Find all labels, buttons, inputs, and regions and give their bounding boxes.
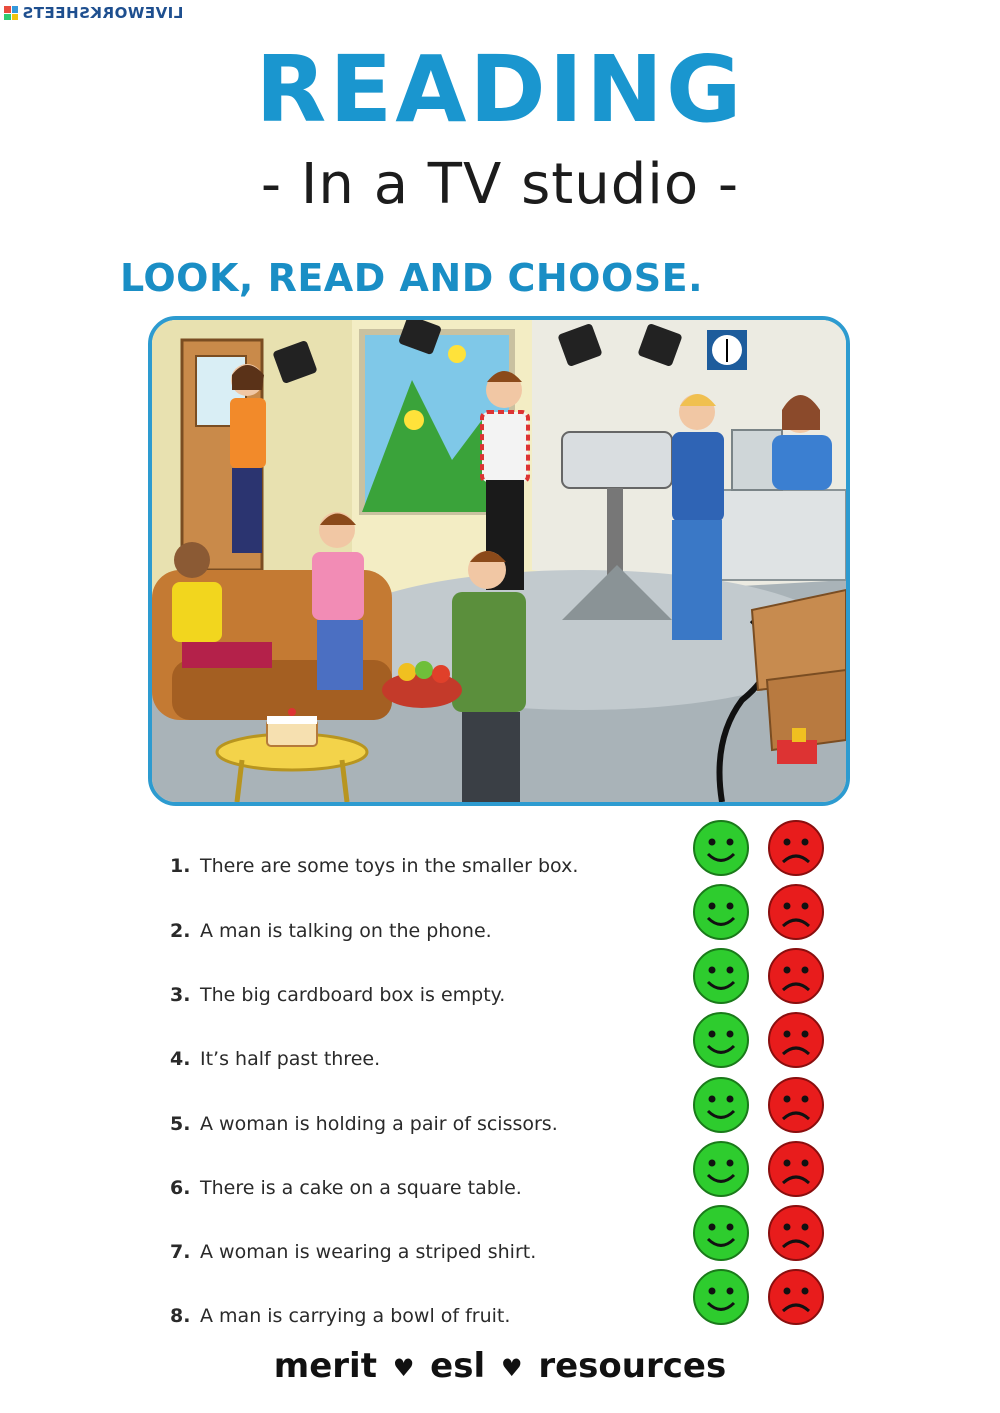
happy-face-icon[interactable] (692, 883, 750, 941)
happy-face-icon[interactable] (692, 1204, 750, 1262)
tv-studio-illustration (148, 316, 850, 806)
statement-text: It’s half past three. (200, 1048, 381, 1070)
instruction-heading: LOOK, READ AND CHOOSE. (120, 256, 704, 300)
sad-face-icon[interactable] (767, 947, 825, 1005)
page-subtitle: - In a TV studio - (260, 152, 740, 217)
sad-face-icon[interactable] (767, 1140, 825, 1198)
sad-face-icon[interactable] (767, 1011, 825, 1069)
happy-face-icon[interactable] (692, 947, 750, 1005)
footer-part-resources: resources (538, 1346, 727, 1386)
logo-mark-icon (4, 6, 18, 20)
statement-7 (170, 1241, 690, 1263)
statement-number: 3. (170, 984, 191, 1006)
statement-8 (170, 1305, 690, 1327)
happy-face-icon[interactable] (692, 1076, 750, 1134)
statement-2 (170, 920, 690, 942)
sad-face-icon[interactable] (767, 819, 825, 877)
heart-icon: ♥ (500, 1353, 523, 1382)
statement-3 (170, 984, 690, 1006)
liveworksheets-logo (4, 4, 183, 22)
heart-icon: ♥ (392, 1353, 415, 1382)
happy-face-icon[interactable] (692, 1140, 750, 1198)
statement-number: 6. (170, 1177, 191, 1199)
footer-brand (0, 1346, 1000, 1386)
statement-text: A man is talking on the phone. (200, 920, 492, 942)
sad-face-icon[interactable] (767, 1204, 825, 1262)
statement-number: 5. (170, 1113, 191, 1135)
happy-face-icon[interactable] (692, 819, 750, 877)
sad-face-icon[interactable] (767, 883, 825, 941)
statement-5 (170, 1113, 690, 1135)
happy-face-icon[interactable] (692, 1011, 750, 1069)
statement-text: A woman is wearing a striped shirt. (200, 1241, 537, 1263)
statement-number: 7. (170, 1241, 191, 1263)
statement-4 (170, 1048, 690, 1070)
statement-6 (170, 1177, 690, 1199)
footer-part-merit: merit (273, 1346, 377, 1386)
tv-studio-scene-icon (152, 320, 846, 802)
statement-text: A woman is holding a pair of scissors. (200, 1113, 558, 1135)
statement-text: The big cardboard box is empty. (200, 984, 506, 1006)
statement-1 (170, 855, 690, 877)
happy-face-icon[interactable] (692, 1268, 750, 1326)
statement-text: There is a cake on a square table. (200, 1177, 522, 1199)
sad-face-icon[interactable] (767, 1076, 825, 1134)
statement-number: 1. (170, 855, 191, 877)
statement-number: 2. (170, 920, 191, 942)
logo-text: LIVEWORKSHEETS (22, 4, 184, 22)
statement-text: There are some toys in the smaller box. (200, 855, 579, 877)
footer-part-esl: esl (430, 1346, 486, 1386)
statement-number: 8. (170, 1305, 191, 1327)
page-title: READING (255, 36, 745, 143)
statement-number: 4. (170, 1048, 191, 1070)
sad-face-icon[interactable] (767, 1268, 825, 1326)
statement-text: A man is carrying a bowl of fruit. (200, 1305, 511, 1327)
